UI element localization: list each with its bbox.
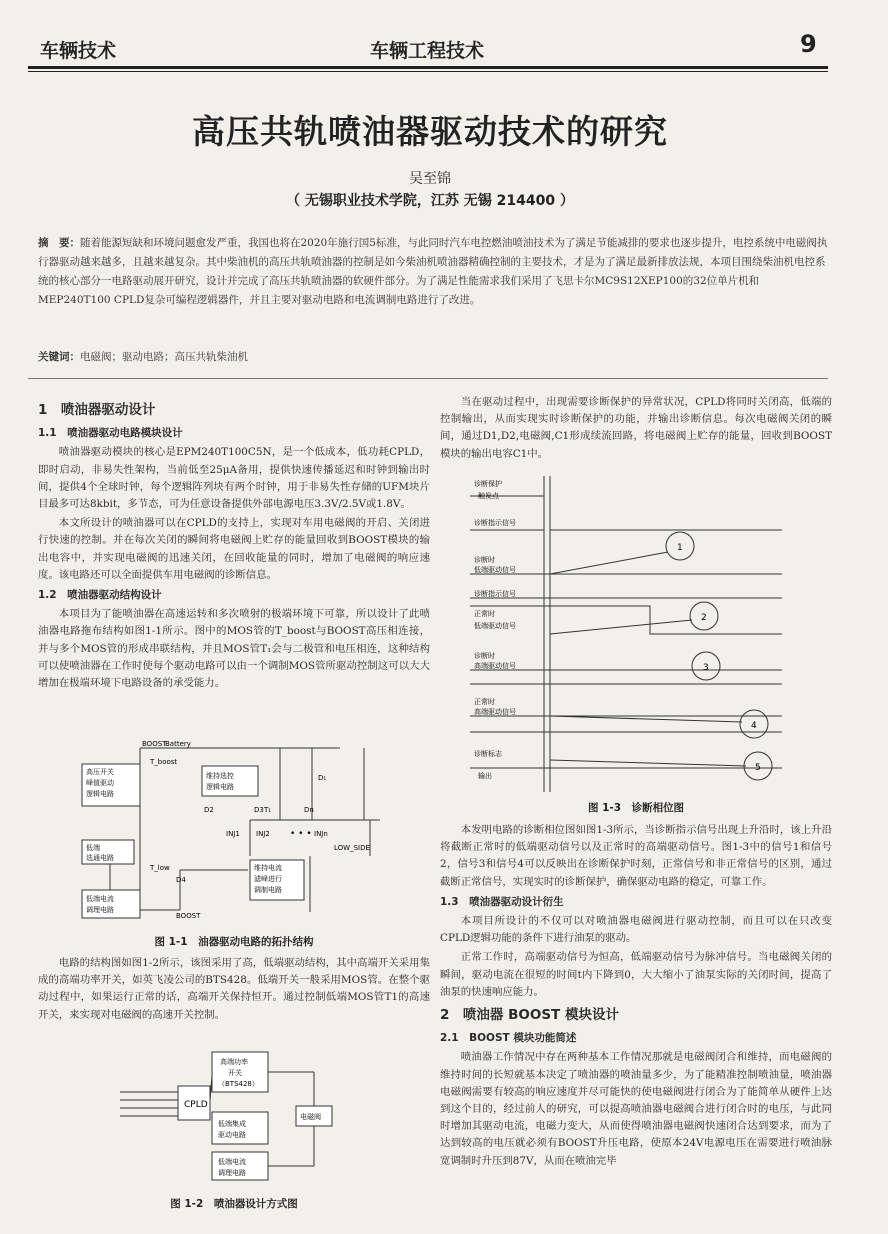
fig-block-text: 逻辑电路 [206, 783, 234, 791]
article-author: 吴至锦 [409, 171, 451, 187]
fig-label: Dn [304, 806, 314, 814]
fig-signal-label: 正常时 [474, 698, 495, 706]
article-title: 高压共轨喷油器驱动技术的研究 [192, 112, 668, 151]
right-column [440, 394, 832, 465]
fig-signal-label: 触发点 [478, 492, 499, 500]
keywords-text: 电磁阀；驱动电路；高压共轨柴油机 [80, 351, 248, 363]
fig-label: INJn [314, 830, 328, 838]
fig-block-text: 低端电流 [218, 1158, 246, 1166]
abstract-text: 随着能源短缺和环境问题愈发严重，我国也将在2020年施行国5标准，与此同时汽车电控燃油喷油技术为了满足节能减排的要求也逐步提升，电控系统中电磁阀执行器驱动越来越多，且越来越复杂。其中柴油机的高压共轨喷油器的控制是如今柴油机喷油器精确控制的主要技术，才是为了满足最新排放法规，本项目围绕柴油机电控系统的核心部分一电路驱动展开研究，设计并完成了高压共轨喷油器的软硬件部分。为了满足性能需求我们采用了飞思卡尔MC9S12XEP100的32位单片机和MEP240T100 CPLD复杂可编程逻辑器件，并且主要对驱动电路和电流调制电路进行了改进。 [38, 237, 828, 306]
figure-caption: 图 1-3 诊断相位图 [587, 802, 685, 814]
abstract [38, 234, 828, 310]
abstract-rule [28, 378, 828, 379]
fig-label: D₁ [318, 774, 327, 782]
fig-callout: 4 [751, 721, 757, 731]
keywords [38, 349, 828, 364]
fig-block-text: CPLD [184, 1100, 208, 1110]
fig-block-text: 低端集成 [218, 1120, 246, 1128]
paragraph: 本项目为了能喷油器在高速运转和多次喷射的极端环境下可靠，所以设计了此喷油器电路拖布结构如图1-1所示。图中的MOS管的T_boost与BOOST高压相连接，并与多个MOS管的形成串联结构，并且MOS管T₁会与二极管和电压相连，这种结构可以使喷油器在工作时使每个驱动电路可以由一个调制MOS管所驱动控制这可以大大增加在极端环境下电路设备的承受能力。 [38, 608, 430, 690]
fig-signal-label: 诊断时 [474, 652, 495, 660]
fig-signal-label: 诊断指示信号 [474, 590, 516, 598]
subsection-heading: 1.3 喷油器驱动设计衍生 [440, 895, 564, 908]
page-number: 9 [800, 30, 817, 58]
fig-label: • • • [290, 829, 312, 839]
fig-block-text: 低端 [86, 844, 100, 852]
fig-signal-label: 低端驱动信号 [474, 622, 516, 630]
fig-callout: 3 [703, 663, 709, 673]
fig-block-text: 滤峰进行 [254, 875, 282, 883]
paragraph: 喷油器工作情况中存在两种基本工作情况那就是电磁阀闭合和维持，而电磁阀的维持时间的长短就基本决定了喷油器的喷油量多少，为了能精准控制喷油量，喷油器电磁阀需要有较高的响应速度并尽可能快的使电磁阀进行闭合为了能简单从硬件上达到这个目的，经过前人的研究，可以提高喷油器电磁阀合进行闭合时的电压，与此同时增加其驱动电流，电磁力变大，从而使得喷油器电磁阀快速闭合达到要求，而为了达到较高的电压就必须有BOOST升压电路，使原本24V电源电压在需要进行喷油脉宽调制时升压到87V，从而在喷油完毕 [440, 1051, 832, 1167]
fig-block-text: 低端电流 [86, 895, 114, 903]
fig-signal-label: 诊断标志 [474, 750, 502, 758]
running-header-center: 车辆工程技术 [370, 40, 485, 62]
fig-block-text: 开关 [228, 1069, 242, 1077]
fig-callout: 1 [677, 543, 683, 553]
section-heading: 1 喷油器驱动设计 [38, 402, 156, 418]
running-header-left: 车辆技术 [40, 40, 117, 62]
subsection-heading: 2.1 BOOST 模块功能简述 [440, 1032, 577, 1045]
fig-block-text: 调理电路 [218, 1169, 246, 1177]
fig-signal-label: 正常时 [474, 610, 495, 618]
fig-label: INJ2 [256, 830, 270, 838]
subsection-heading: 1.2 喷油器驱动结构设计 [38, 589, 162, 602]
fig-label: LOW_SIDE [334, 844, 370, 852]
fig-signal-label: 低端驱动信号 [474, 566, 516, 574]
fig-label: D2 [204, 806, 214, 814]
fig-block-text: （BTS428） [218, 1080, 259, 1088]
fig-block-text: 维持选控 [206, 772, 234, 780]
figure-caption: 图 1-2 喷油器设计方式图 [170, 1198, 298, 1210]
fig-signal-label: 高端驱动信号 [474, 662, 516, 670]
fig-label: INJ1 [226, 830, 240, 838]
paragraph: 喷油器驱动模块的核心是EPM240T100C5N，是一个低成本，低功耗CPLD，即时启动，非易失性架构，当前低至25μA备用，提供快速传播延迟和时钟到输出时间，提供4个全球时钟，每个逻辑阵列块有两个时钟，用于非易失性存储的UFM块片目最多可达8kbit，多节态，可为任意设备提供外部电源电压3.3V/2.5V或1.8V。 [38, 446, 430, 511]
header-rule [28, 66, 828, 72]
fig-signal-label: 输出 [478, 772, 492, 780]
fig-signal-label: 诊断时 [474, 556, 495, 564]
fig-label: BOOST [142, 740, 167, 748]
fig-signal-label: 高端驱动信号 [474, 708, 516, 716]
fig-signal-label: 诊断指示信号 [474, 519, 516, 527]
fig-label: Battery [165, 740, 191, 748]
fig-block-text: 电磁阀 [300, 1113, 321, 1121]
fig-signal-label: 诊断保护 [474, 480, 502, 488]
fig-callout: 5 [755, 763, 761, 773]
paragraph: 正常工作时，高端驱动信号为恒高，低端驱动信号为脉冲信号。当电磁阀关闭的瞬间，驱动电流在很短的时间t内下降到0，大大缩小了油泵实际的关闭时间，提高了油泵的快速响应能力。 [440, 951, 832, 998]
paragraph: 当在驱动过程中，出现需要诊断保护的异常状况，CPLD将同时关闭高，低端的控制输出，从而实现实时诊断保护的功能，并输出诊断信息。每次电磁阀关闭的瞬间，通过D1,D2,电磁阀,C1形成续流回路，将电磁阀上贮存的能量，回收到BOOST模块的输出电容C1中。 [440, 396, 832, 460]
right-column-lower [440, 822, 832, 1172]
figure-1-2-block [120, 1046, 350, 1184]
fig-block-text: 驱动电路 [218, 1131, 246, 1139]
fig-block-text: 逻辑电路 [86, 790, 114, 798]
fig-block-text: 峰值驱动 [86, 779, 114, 787]
paragraph: 本项目所设计的不仅可以对喷油器电磁阀进行驱动控制，而且可以在只改变CPLD逻辑功能的条件下进行油泵的驱动。 [440, 915, 832, 945]
figure-1-3-diagnostic-phase [470, 470, 800, 796]
fig-block-text: 高端功率 [220, 1058, 248, 1066]
keywords-label: 关键词： [38, 351, 80, 363]
figure-caption: 图 1-1 油器驱动电路的拓扑结构 [154, 936, 314, 948]
fig-label: T_boost [150, 758, 178, 766]
fig-block-text: 调制电路 [254, 886, 282, 894]
paragraph: 电路的结构图如图1-2所示，该图采用了高，低端驱动结构，其中高端开关采用集成的高端功率开关，如英飞凌公司的BTS428。低端开关一般采用MOS管。在整个驱动过程中，如果运行正常的话，高端开关保持恒开。通过控制低端MOS管T1的高速开关，来实现对电磁阀的高速开关控制。 [38, 957, 430, 1021]
fig-label: D3 [254, 806, 264, 814]
fig-block-text: 选通电路 [86, 854, 114, 862]
fig-label: D4 [176, 876, 186, 884]
fig-block-text: 高压开关 [86, 768, 114, 776]
fig-callout: 2 [701, 613, 707, 623]
paragraph: 本发明电路的诊断相位图如图1-3所示，当诊断指示信号出现上升沿时，该上升沿将截断正常时的低端驱动信号以及正常时的高端驱动信号。图1-3中的信号1和信号2，信号3和信号4可以反映出在诊断保护时刻，正常信号和非正常信号的区别，通过截断正常信号，实现实时的诊断保护，确保驱动电路的稳定，可靠工作。 [440, 824, 832, 888]
paragraph: 本文所设计的喷油器可以在CPLD的支持上，实现对车用电磁阀的开启、关闭进行快速的控制。并在每次关闭的瞬间将电磁阀上贮存的能量回收到BOOST模块的输出电容中，并实现电磁阀的迅速关闭，在回收能量的同时，增加了电磁阀的响应速度。该电路还可以全面提供车用电磁阀的诊断信息。 [38, 517, 430, 581]
subsection-heading: 1.1 喷油器驱动电路模块设计 [38, 427, 183, 440]
fig-block-text: 维持电流 [254, 864, 282, 872]
fig-label: T_low [150, 864, 170, 872]
fig-label: BOOST [176, 912, 201, 920]
article-affiliation: （ 无锡职业技术学院，江苏 无锡 214400 ） [286, 193, 574, 209]
abstract-label: 摘 要： [38, 237, 80, 249]
left-column-lower [38, 955, 430, 1026]
figure-1-1-circuit [80, 740, 400, 922]
left-column [38, 396, 430, 694]
fig-block-text: 调理电路 [86, 906, 114, 914]
section-heading: 2 喷油器 BOOST 模块设计 [440, 1007, 619, 1024]
fig-label: T₁ [264, 806, 272, 814]
